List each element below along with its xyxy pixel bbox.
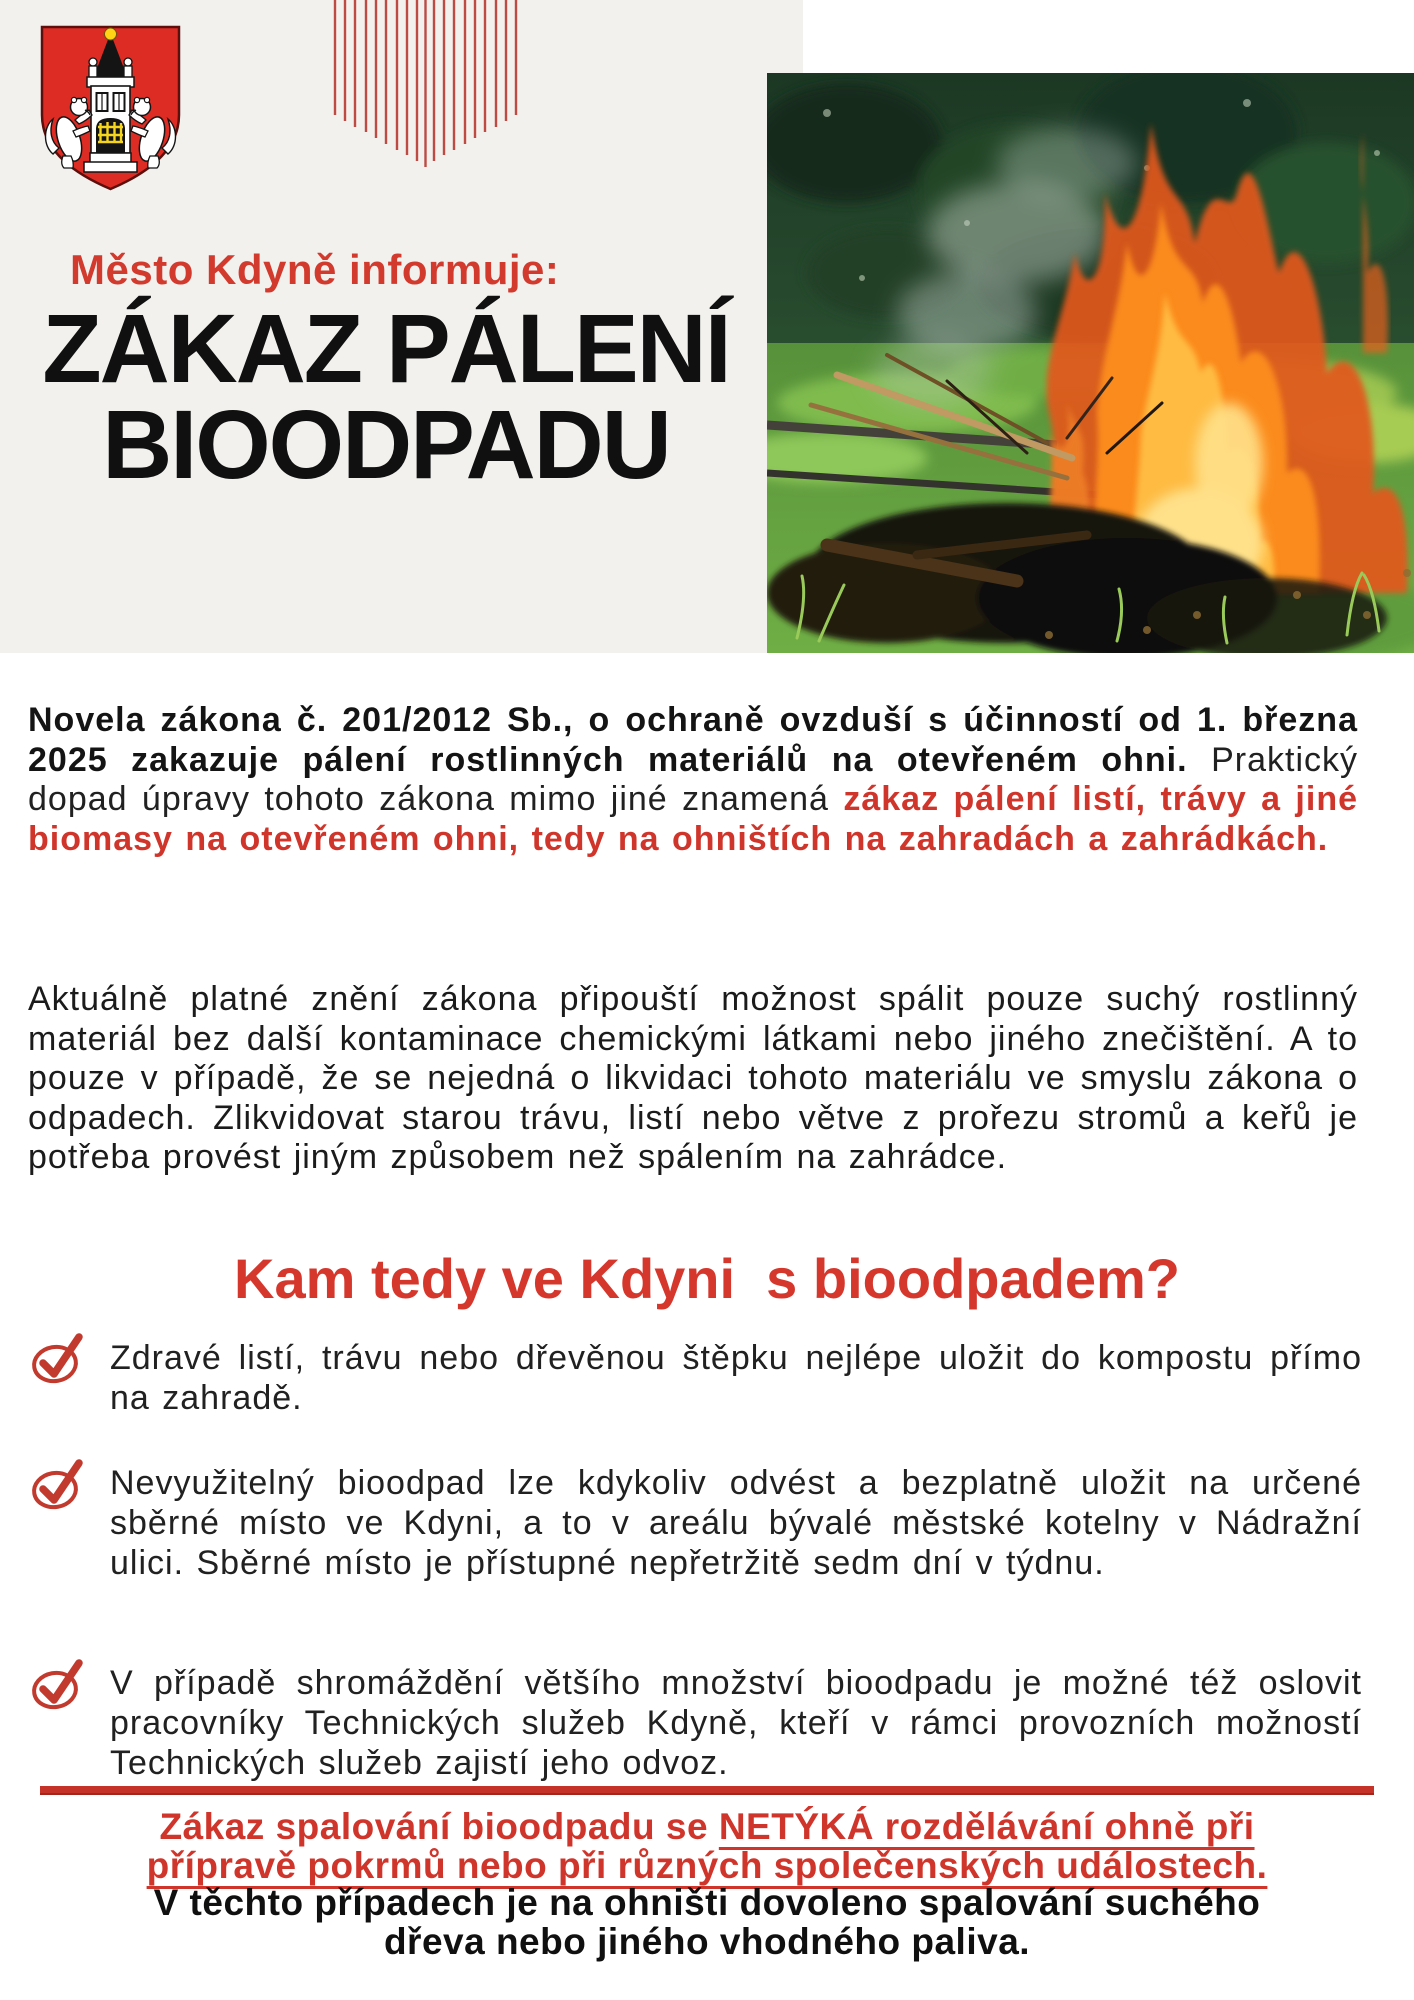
page-title [0,294,772,499]
page-title-line1: ZÁKAZ PÁLENÍ [42,294,730,403]
burning-biowaste-photo [767,73,1414,653]
footer-exception-plain: Zákaz spalování bioodpadu se [159,1806,719,1847]
pennant-stripes-icon [333,0,518,170]
bullet-item-technical-services: V případě shromáždění většího množství bioodpadu je možné též oslovit pracovníky Technických služeb Kdyně, kteří v rámci provozních možností Technických služeb zajistí jeho odvoz. [110,1664,1362,1782]
law-details-paragraph: Aktuálně platné znění zákona připouští možnost spálit pouze suchý rostlinný materiál bez další kontaminace chemickými látkami nebo jiného znečištění. A to pouze v případě, že se nejedná o likvidaci tohoto materiálu ve smyslu zákona o odpadech. Zlikvidovat starou trávu, listí nebo větve z prořezu stromů a keřů je potřeba provést jiným způsobem než spálením na zahrádce. [28,980,1358,1176]
kicker-heading: Město Kdyně informuje: [70,246,560,293]
text-run: zákaz pálení listí, trávy a jiné biomasy na otevřeném ohni, tedy na ohništích na zahradách a zahrádkách. [28,780,1359,858]
kdyne-coat-of-arms-icon [38,23,183,193]
footer-exception-underlined-1: NETÝKÁ rozdělávání ohně při [718,1806,1255,1847]
check-circle-icon [30,1454,86,1512]
check-circle-icon [30,1328,86,1386]
bullet-item-compost: Zdravé listí, trávu nebo dřevěnou štěpku nejlépe uložit do kompostu přímo na zahradě. [110,1339,1362,1417]
text-run: Novela zákona č. 201/2012 Sb., o ochraně ovzduší s účinností od 1. března 2025 zakazuje pálení rostlinných materiálů na otevřeném ohni. [28,701,1358,779]
footer-allowed-line2: dřeva nebo jiného vhodného paliva. [383,1920,1031,1962]
page-title-line2: BIOODPADU [102,390,670,499]
footer-exception-line2 [0,1844,1414,1886]
footer-allowed-line1: V těchto případech je na ohništi dovoleno spalování suchého [153,1882,1261,1923]
section-heading: Kam tedy ve Kdyni s bioodpadem? [234,1247,1180,1310]
check-circle-icon [30,1654,86,1712]
footer-exception-underlined-2: přípravě pokrmů nebo při různých společenských událostech. [146,1844,1268,1886]
red-divider-line [40,1786,1374,1795]
intro-paragraph [28,701,1358,859]
text-run: Praktický dopad úpravy tohoto zákona mimo jiné znamená [28,740,1358,818]
footer-exception-line1 [0,1808,1414,1847]
footer-exception-note [0,1808,1414,1885]
footer-allowed-note [0,1884,1414,1961]
bullet-item-collection-site: Nevyužitelný bioodpad lze kdykoliv odvést a bezplatně uložit na určené sběrné místo ve Kdyni, a to v areálu bývalé městské kotelny v Nádražní ulici. Sběrné místo je přístupné nepřetržitě sedm dní v týdnu. [110,1464,1362,1582]
